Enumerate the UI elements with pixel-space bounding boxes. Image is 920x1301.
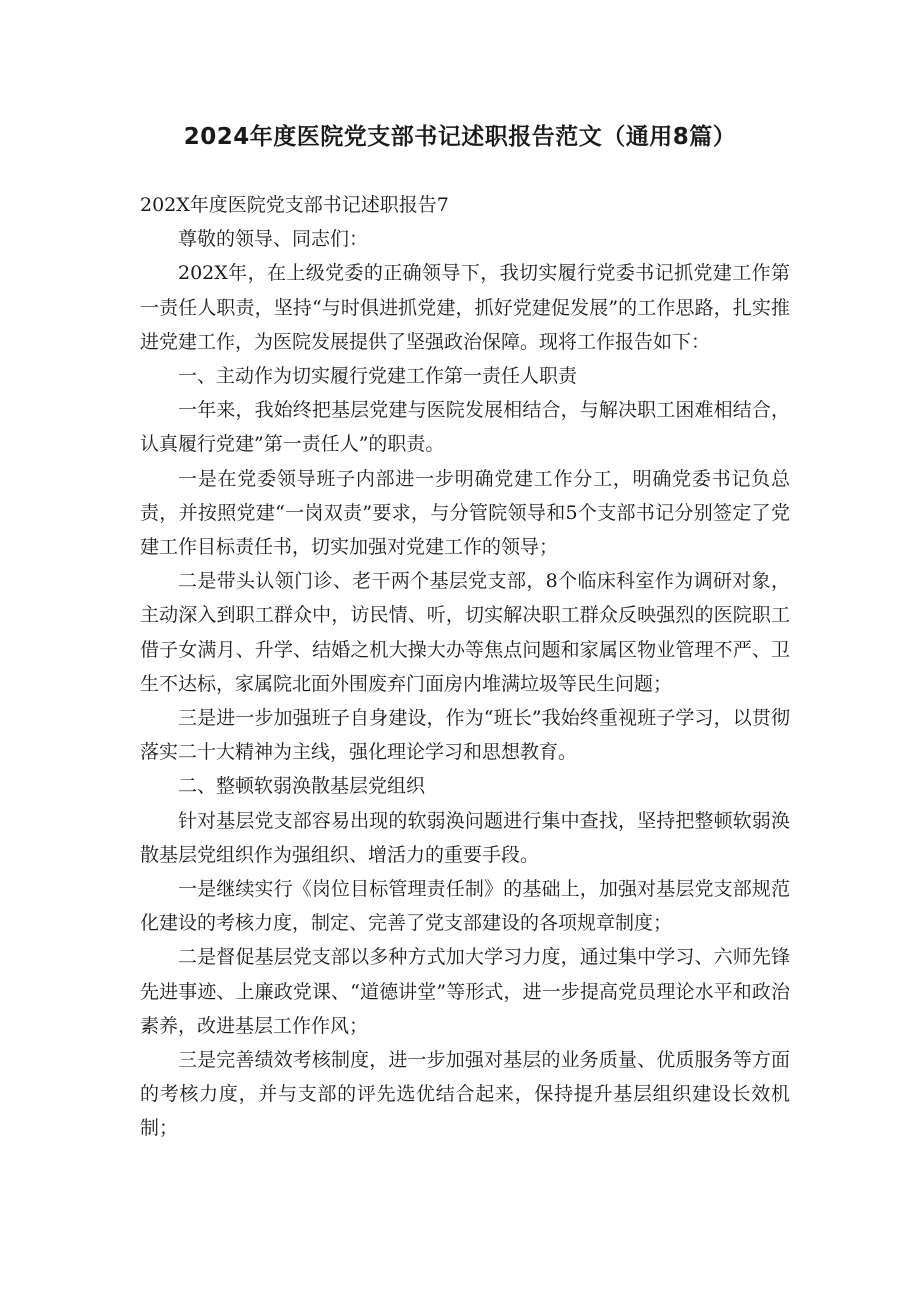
paragraph: 二是督促基层党支部以多种方式加大学习力度，通过集中学习、六师先锋先进事迹、上廉政党课、“道德讲堂”等形式，进一步提高党员理论水平和政治素养，改进基层工作作风； [140,946,790,1037]
document-body [140,188,790,1146]
paragraph: 针对基层党支部容易出现的软弱涣问题进行集中查找，坚持把整顿软弱涣散基层党组织作为强组织、增活力的重要手段。 [140,809,790,866]
section-heading: 二、整顿软弱涣散基层党组织 [178,775,426,798]
document-title: 2024年度医院党支部书记述职报告范文（通用8篇） [183,124,737,150]
paragraph: 三是进一步加强班子自身建设，作为“班长”我始终重视班子学习，以贯彻落实二十大精神为主线，强化理论学习和思想教育。 [140,707,790,764]
paragraph: 一是在党委领导班子内部进一步明确党建工作分工，明确党委书记负总责，并按照党建“一岗双责”要求，与分管院领导和5个支部书记分别签定了党建工作目标责任书，切实加强对党建工作的领导； [140,467,790,559]
salutation: 尊敬的领导、同志们： [178,228,369,251]
paragraph: 一年来，我始终把基层党建与医院发展相结合，与解决职工困难相结合，认真履行党建”第一责任人”的职责。 [140,399,790,456]
paragraph: 一是继续实行《岗位目标管理责任制》的基础上，加强对基层党支部规范化建设的考核力度，制定、完善了党支部建设的各项规章制度； [140,878,790,935]
paragraph: 三是完善绩效考核制度，进一步加强对基层的业务质量、优质服务等方面的考核力度，并与支部的评先选优结合起来，保持提升基层组织建设长效机制； [140,1049,790,1140]
paragraph: 202X年，在上级党委的正确领导下，我切实履行党委书记抓党建工作第一责任人职责，坚持“与时俱进抓党建，抓好党建促发展”的工作思路，扎实推进党建工作，为医院发展提供了坚强政治保障。现将工作报告如下： [140,262,790,353]
paragraph: 二是带头认领门诊、老干两个基层党支部，8个临床科室作为调研对象，主动深入到职工群众中，访民情、听，切实解决职工群众反映强烈的医院职工借子女满月、升学、结婚之机大操大办等焦点问题和家属区物业管理不严、卫生不达标，家属院北面外围废弃门面房内堆满垃圾等民生问题； [140,570,790,695]
report-subtitle: 202X年度医院党支部书记述职报告7 [140,194,449,216]
section-heading: 一、主动作为切实履行党建工作第一责任人职责 [178,365,578,388]
